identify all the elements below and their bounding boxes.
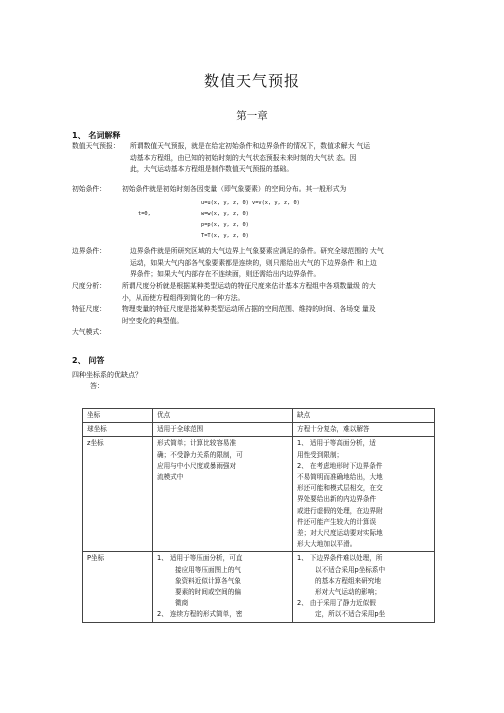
table-header-cell: 坐标 (83, 409, 153, 423)
cell-line: 的基本方程组来研究地 (315, 576, 381, 585)
cell-line: 定，所以不适合采用p坐 (315, 610, 386, 619)
formula-line: w=w(x, y, z, 0) (201, 211, 249, 217)
cell-line: 要素的时间或空间的偏 (175, 588, 241, 597)
formula-line: p=p(x, y, z, 0) (201, 222, 249, 228)
formula-line: T=T(x, y, z, 0) (201, 233, 249, 239)
table-row (83, 552, 435, 622)
cell-line: 件还可能产生较大的计算误 (297, 517, 377, 526)
term-line: 时空变化的典型值。 (122, 316, 184, 325)
term-label: 初始条件： (72, 185, 106, 193)
term-line: 小，从而使方程组得到简化的一种方法。 (122, 293, 245, 302)
term-body (122, 304, 442, 327)
table-cell-cons (293, 437, 435, 552)
table-header-row (83, 409, 435, 423)
formula-t0: t=0, (138, 211, 151, 217)
table-cell-pros: 适用于全球范围 (153, 423, 293, 437)
cell-line: 确；不受静力关系的限制，可 (157, 450, 243, 459)
cell-line: 1、 适用于等压面分析，可直 (157, 554, 243, 563)
cell-line: 形还可能和模式层相交，在交 (297, 484, 383, 493)
cell-line: 差；对大尺度运动要对实际地 (297, 529, 383, 538)
document-title: 数值天气预报 (203, 72, 300, 90)
section-heading-terms: 1、 名词解释 (72, 131, 121, 140)
table-cell-coord: P坐标 (83, 552, 153, 622)
coordinate-comparison-table (82, 408, 435, 623)
cell-line: 形式简单；计算比较容易准 (157, 439, 237, 448)
chapter-heading: 第一章 (236, 110, 268, 122)
term-label: 大气模式： (72, 328, 106, 336)
term-line: 所谓尺度分析就是根据某种类型运动的特征尺度来估计基本方程组中各项数量级 的大 (122, 282, 376, 290)
cell-line: 应用与中小尺度或暴雨强对 (157, 461, 237, 470)
term-label: 数值天气预报： (72, 142, 120, 150)
term-line: 动基本方程组，由已知的初始时刻的大气状态预报未来时刻的大气状 态。因 (130, 153, 357, 162)
table-row (83, 437, 435, 552)
table-header-cell: 缺点 (293, 409, 435, 423)
cell-line: 1、 下边界条件难以处理，所 (297, 554, 383, 563)
cell-line: 形对大气运动的影响； (315, 588, 381, 597)
term-line: 物理变量的特征尺度是指某种类型运动所占据的空间范围、维持的时间、各场变 量及 (122, 305, 376, 313)
term-line: 边界条件就是所研究区域的大气边界上气象要素应满足的条件。研究全球范围的 大气 (130, 247, 384, 255)
table-cell-coord: z坐标 (83, 437, 153, 552)
section-heading-qa: 2、 问答 (72, 356, 105, 365)
cell-line: 不易简明而准确地给出，大地 (297, 473, 383, 482)
term-body (122, 184, 442, 196)
cell-line: 流模式中 (157, 473, 184, 482)
table-cell-pros (153, 552, 293, 622)
cell-line: 形大大地加以平滑。 (297, 540, 357, 549)
cell-line: 或进行虚假的处理，在边界附 (297, 506, 383, 515)
question-text: 四种坐标系的优缺点？ (72, 371, 142, 379)
term-label: 尺度分析： (72, 282, 106, 290)
term-scale (72, 281, 442, 304)
answer-label: 答： (90, 382, 104, 390)
cell-line: 用性受到限制； (297, 450, 344, 459)
term-label: 特征尺度： (72, 305, 106, 313)
term-boundary (72, 246, 442, 281)
table-cell-coord: 球坐标 (83, 423, 153, 437)
term-line: 界条件；如果大气内部存在不连续面，则还需给出内边界条件。 (130, 270, 321, 278)
cell-line: 2、 在考虑地形时下边界条件 (297, 461, 383, 470)
term-line: 所谓数值天气预报，就是在给定初始条件和边界条件的情况下，数值求解大 气运 (130, 142, 371, 150)
table-cell-cons (293, 552, 435, 622)
table-header-cell: 优点 (153, 409, 293, 423)
term-nwp (72, 141, 442, 176)
cell-line: 界处要给出新的内边界条件 (297, 495, 377, 504)
table-cell-cons: 方程十分复杂，难以解答 (293, 423, 435, 437)
term-body (122, 281, 442, 304)
term-body (130, 246, 442, 281)
term-line: 此，大气运动基本方程组是制作数值天气预报的基础。 (130, 165, 294, 173)
term-label: 边界条件： (72, 247, 106, 255)
cell-line: 1、 适用于等高面分析，适 (297, 439, 376, 448)
cell-line: 以不适合采用p坐标系中 (315, 565, 386, 574)
cell-line: 2、 连续方程的形式简单，密 (157, 610, 243, 619)
formula-line: u=u(x, y, z, 0) v=v(x, y, z, 0) (201, 200, 300, 206)
term-line: 运动，如果大气内部各气象要素都是连续的，则只需给出大气的下边界条件 和上边 (130, 258, 377, 267)
table-row (83, 423, 435, 437)
term-initial (72, 184, 442, 196)
cell-line: 2、 由于采用了静力近似假 (297, 599, 376, 608)
cell-line: 接应用等压面图上的气 (175, 565, 241, 574)
cell-line: 象资料近似计算各气象 (175, 576, 241, 585)
term-body (130, 141, 442, 176)
cell-line: 微商 (175, 599, 189, 608)
term-feature (72, 304, 442, 327)
table-cell-pros (153, 437, 293, 552)
term-line: 初始条件就是初始时刻各因变量（即气象要素）的空间分布。其一般形式为 (122, 185, 347, 193)
